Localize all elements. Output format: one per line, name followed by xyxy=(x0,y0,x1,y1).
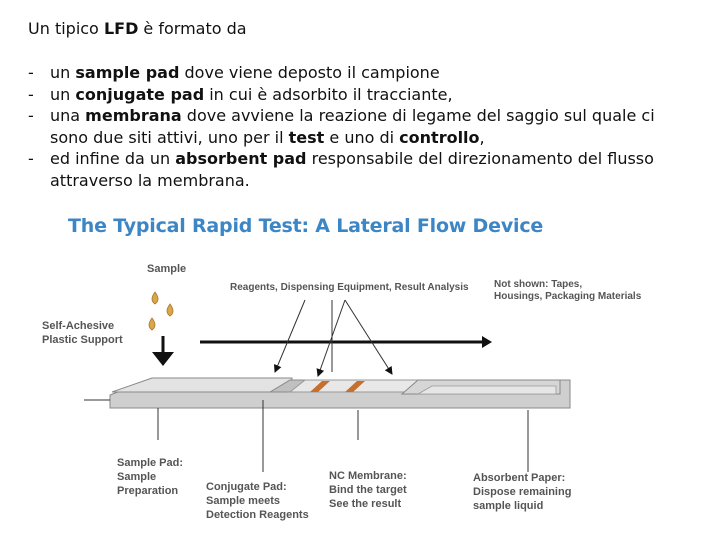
bullet-dash: - xyxy=(28,63,34,82)
bullet-dash: - xyxy=(28,149,34,168)
sample-drop-icon xyxy=(152,292,158,304)
intro-text: Un tipico xyxy=(28,19,104,38)
label-line: sample liquid xyxy=(473,500,544,512)
item-bold: membrana xyxy=(85,106,182,125)
label-line: Bind the target xyxy=(329,484,407,496)
item-text: e uno di xyxy=(324,127,400,147)
label-line: Sample xyxy=(117,471,157,483)
down-arrow-head xyxy=(152,352,174,366)
label-line: Plastic Support xyxy=(42,334,123,346)
figure-title: The Typical Rapid Test: A Lateral Flow Device xyxy=(68,215,544,237)
item-text: un xyxy=(50,84,76,104)
label-sample: Sample xyxy=(147,263,187,275)
item-bold: sample pad xyxy=(75,63,180,82)
intro-bold-lfd: LFD xyxy=(103,19,139,38)
label-conjugate-pad xyxy=(206,480,309,522)
intro-text-after: è formato da xyxy=(138,19,247,38)
label-line: Detection Reagents xyxy=(206,509,309,521)
item-text: una xyxy=(50,106,86,125)
label-line: NC Membrane: xyxy=(329,470,407,482)
item-bold: test xyxy=(288,127,325,147)
label-absorbent xyxy=(473,471,571,513)
bullet-dash: - xyxy=(28,106,34,125)
absorbent-top xyxy=(418,386,556,394)
label-sample-pad xyxy=(117,456,183,498)
item-text: dove viene deposto il campione xyxy=(179,63,440,82)
pointer-line xyxy=(345,300,392,374)
label-line: Sample meets xyxy=(206,495,280,507)
label-line: Preparation xyxy=(117,485,179,497)
sample-pad xyxy=(112,378,292,392)
sample-drop-icon xyxy=(149,318,155,330)
item-text: responsabile del direzionamento del flusso attraverso la membrana. xyxy=(50,149,654,190)
label-line: Self-Achesive xyxy=(42,320,115,332)
item-text: , xyxy=(479,127,485,147)
label-line: Dispose remaining xyxy=(473,486,572,498)
label-nc-membrane xyxy=(329,469,407,511)
item-text: ed infine da un xyxy=(50,149,176,168)
label-reagents: Reagents, Dispensing Equipment, Result Analysis xyxy=(230,282,469,293)
label-line: Absorbent Paper: xyxy=(473,472,566,484)
label-line: See the result xyxy=(329,498,402,510)
flow-arrow-head xyxy=(482,336,492,348)
item-bold: controllo xyxy=(399,127,480,147)
item-bold: absorbent pad xyxy=(175,149,307,168)
label-line: Not shown: Tapes, xyxy=(494,279,583,290)
pointer-line xyxy=(275,300,305,372)
label-not-shown xyxy=(494,279,641,303)
item-text: in cui è adsorbito il tracciante, xyxy=(204,84,453,104)
bullet-dash: - xyxy=(28,84,34,104)
label-self-adhesive xyxy=(42,319,123,347)
item-text: dove avviene la reazione di legame del saggio sul quale ci sono due siti attivi, uno per il xyxy=(50,106,655,147)
sample-drop-icon xyxy=(167,304,173,316)
item-bold: conjugate pad xyxy=(75,84,205,104)
label-line: Housings, Packaging Materials xyxy=(494,291,642,302)
label-line: Conjugate Pad: xyxy=(206,481,287,493)
label-line: Sample Pad: xyxy=(117,457,184,469)
item-text: un xyxy=(50,63,76,82)
